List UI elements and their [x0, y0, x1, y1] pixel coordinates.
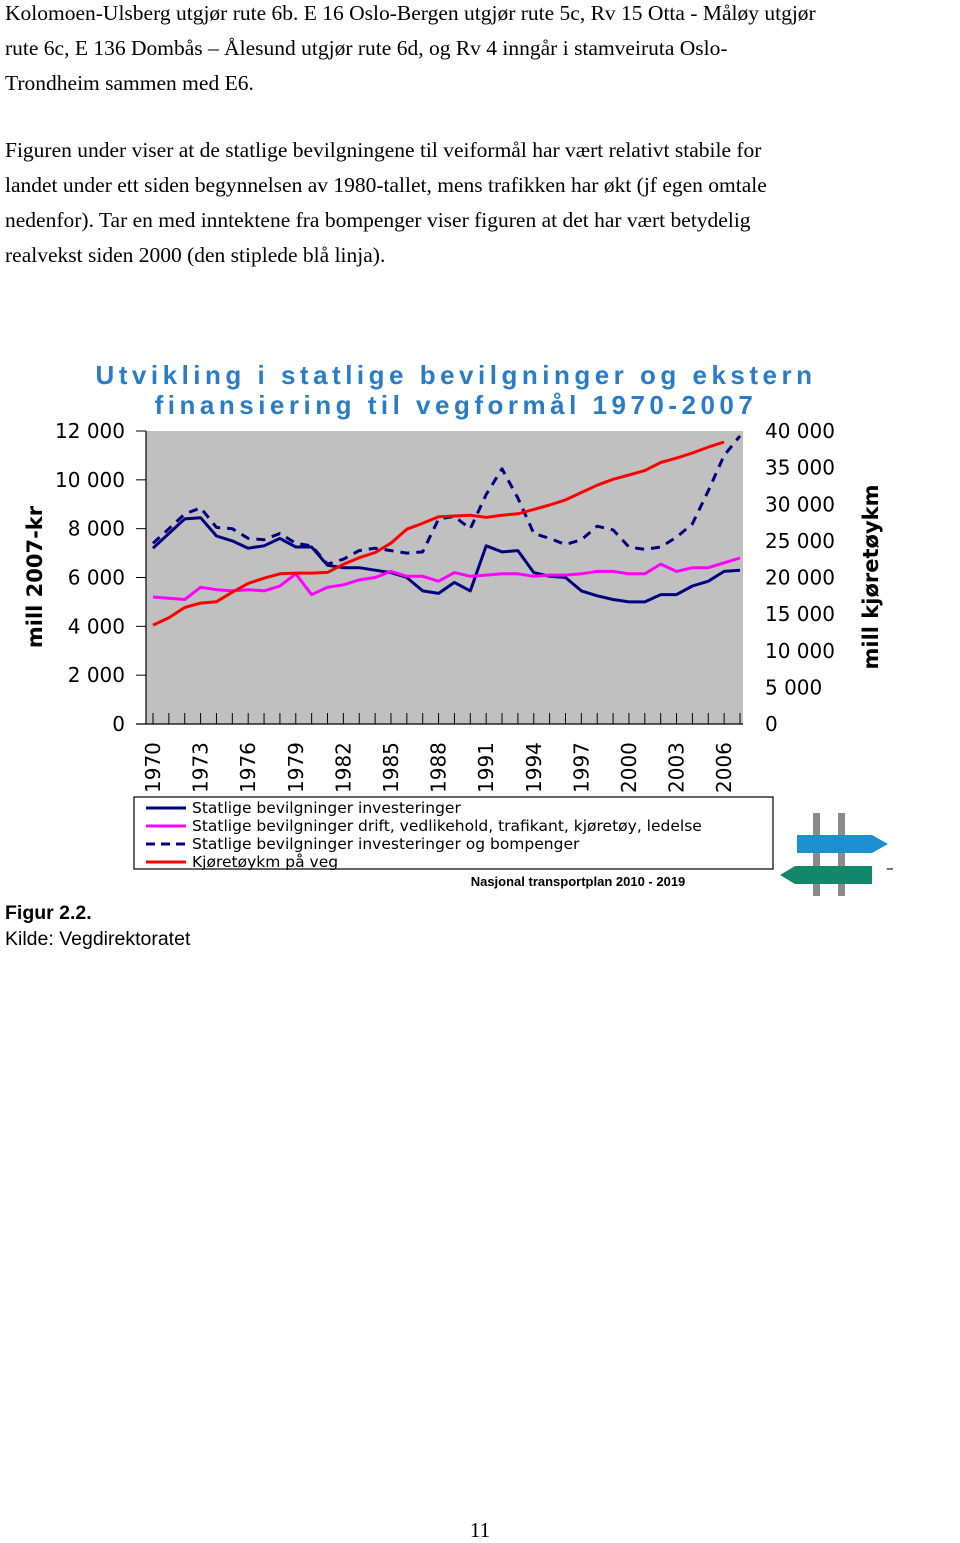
- x-tick-label: 1973: [188, 742, 213, 793]
- text-line: Figuren under viser at de statlige bevilgningene til veiformål har vært relativt stabile for: [5, 138, 762, 162]
- x-tick-label: 1979: [283, 742, 308, 793]
- legend: [134, 797, 773, 871]
- x-tick-label: 1970: [141, 742, 165, 793]
- x-tick-label: 1985: [378, 742, 403, 793]
- y2-tick-label: 20 000: [765, 565, 835, 590]
- y2-axis-label: mill kjøretøykm: [859, 484, 883, 670]
- y2-tick-label: 0: [765, 712, 778, 736]
- paragraph-routes: [5, 0, 957, 101]
- x-tick-label: 2006: [712, 742, 737, 793]
- text-line: rute 6c, E 136 Dombås – Ålesund utgjør rute 6d, og Rv 4 inngår i stamveiruta Oslo-: [5, 36, 728, 60]
- y2-tick-label: 35 000: [765, 455, 835, 480]
- page-number: 11: [469, 1518, 491, 1542]
- y-tick-label: 6 000: [67, 565, 125, 590]
- y-axis-label: mill 2007-kr: [23, 505, 47, 649]
- right-axis-ticks: [765, 419, 835, 736]
- x-tick-label: 2000: [616, 742, 641, 793]
- left-axis-ticks: [55, 419, 146, 736]
- y-tick-label: 2 000: [67, 663, 125, 688]
- legend-label-1: Statlige bevilgninger investeringer: [192, 799, 461, 817]
- x-tick-label: 1994: [521, 742, 546, 793]
- signpost-logo-icon: [780, 813, 894, 896]
- funding-chart: [0, 355, 960, 900]
- x-tick-label: 1991: [474, 742, 499, 793]
- x-tick-label: 1997: [569, 742, 594, 793]
- y-tick-label: 4 000: [67, 614, 125, 639]
- x-tick-label: 2003: [664, 742, 689, 793]
- legend-label-3: Statlige bevilgninger investeringer og bompenger: [192, 835, 580, 853]
- figure-source: Kilde: Vegdirektoratet: [5, 928, 191, 950]
- chart-title-line-2: finansiering til vegformål 1970-2007: [154, 390, 758, 420]
- text-line: realvekst siden 2000 (den stiplede blå linja).: [5, 243, 386, 267]
- logo-mark: –: [886, 859, 894, 877]
- y2-tick-label: 10 000: [765, 638, 835, 663]
- text-line: nedenfor). Tar en med inntektene fra bompenger viser figuren at det har vært betydelig: [5, 208, 751, 232]
- x-tick-label: 1976: [236, 742, 261, 793]
- text-line: Trondheim sammen med E6.: [5, 71, 254, 95]
- text-line: landet under ett siden begynnelsen av 1980-tallet, mens trafikken har økt (jf egen omtale: [5, 173, 767, 197]
- y-tick-label: 8 000: [67, 516, 125, 541]
- y2-tick-label: 25 000: [765, 528, 835, 553]
- y-tick-label: 0: [112, 712, 125, 736]
- chart-title-line-1: Utvikling i statlige bevilgninger og ekstern: [95, 360, 817, 390]
- chart-source: Nasjonal transportplan 2010 - 2019: [470, 874, 686, 889]
- x-tick-label: 1988: [426, 742, 451, 793]
- text-line: Kolomoen-Ulsberg utgjør rute 6b. E 16 Oslo-Bergen utgjør rute 5c, Rv 15 Otta - Måløy utgjør: [5, 1, 816, 25]
- paragraph-figure-intro: [5, 133, 957, 273]
- legend-label-4: Kjøretøykm på veg: [192, 853, 339, 871]
- y2-tick-label: 40 000: [765, 419, 835, 443]
- legend-label-2: Statlige bevilgninger drift, vedlikehold, trafikant, kjøretøy, ledelse: [192, 817, 702, 835]
- y-tick-label: 12 000: [55, 419, 125, 443]
- y2-tick-label: 15 000: [765, 602, 835, 627]
- y2-tick-label: 5 000: [765, 675, 823, 700]
- figure-label: Figur 2.2.: [5, 902, 92, 924]
- x-axis-ticks: [141, 713, 740, 793]
- x-tick-label: 1982: [331, 742, 356, 793]
- y2-tick-label: 30 000: [765, 492, 835, 517]
- y-tick-label: 10 000: [55, 467, 125, 492]
